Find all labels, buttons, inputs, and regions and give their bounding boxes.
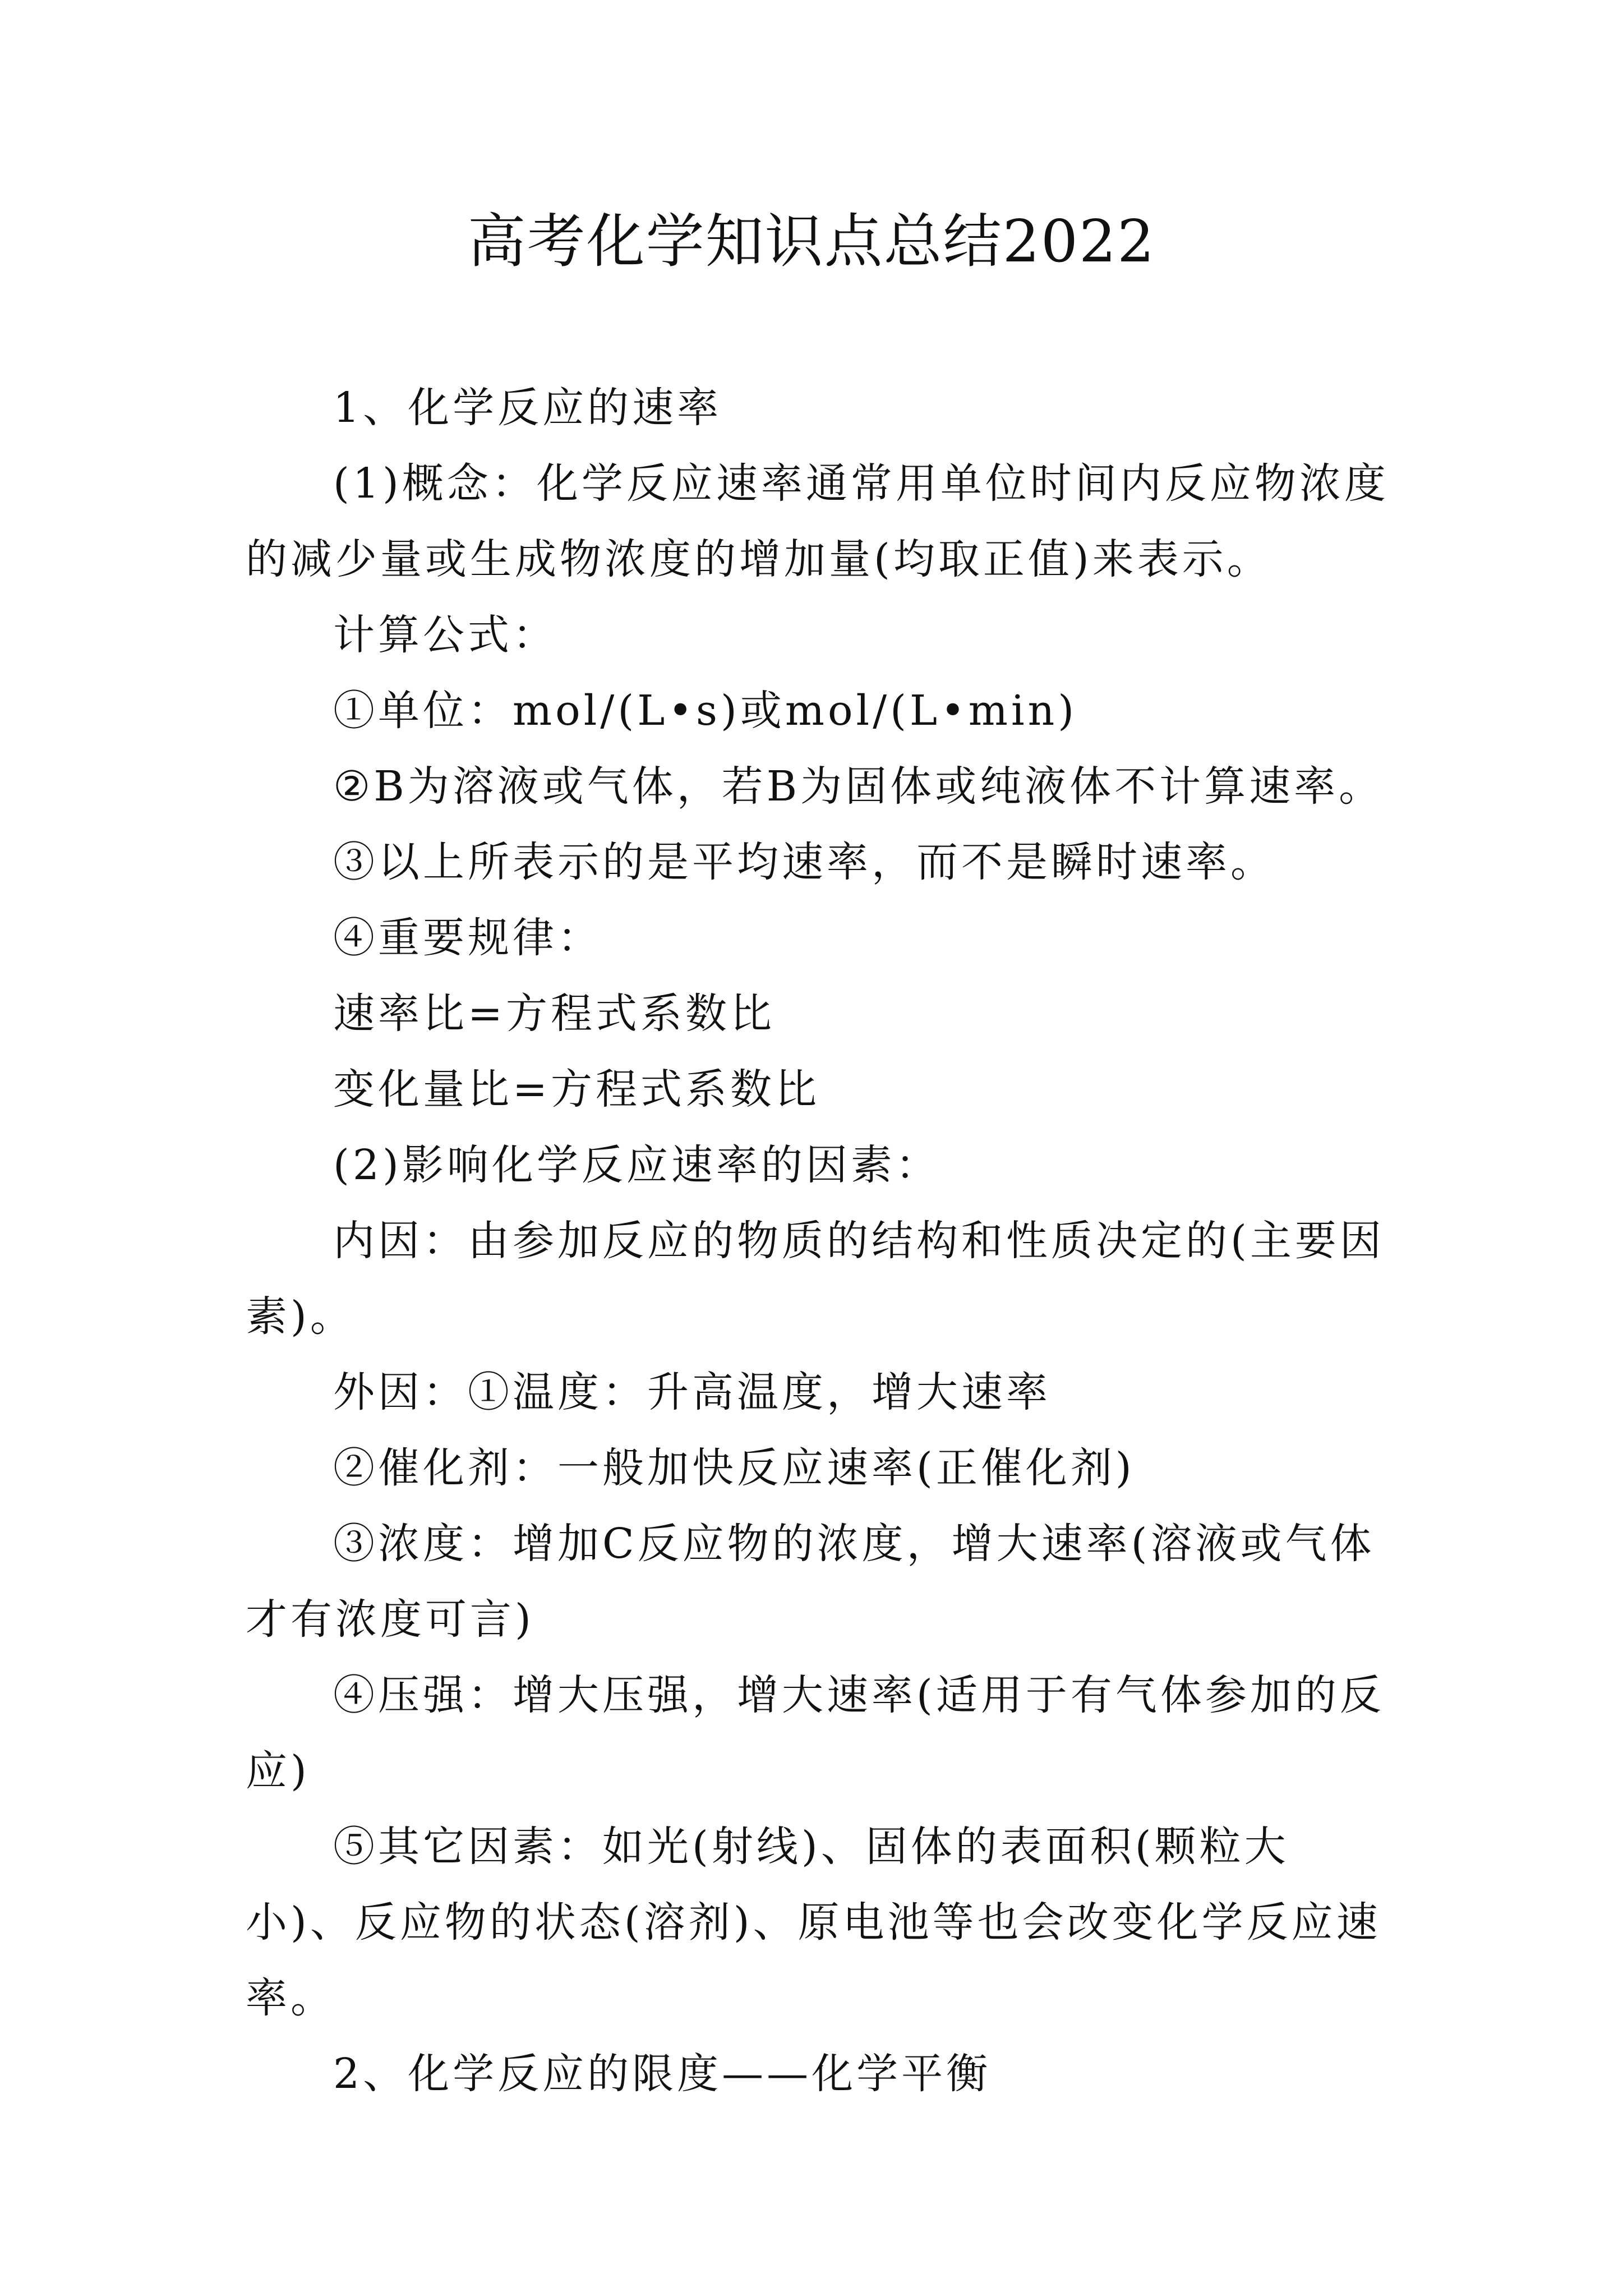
paragraph-13: ②催化剂：一般加快反应速率(正催化剂) — [333, 1444, 1135, 1492]
paragraph-12: 外因：①温度：升高温度，增大速率 — [333, 1368, 1051, 1416]
document-body — [246, 370, 1395, 2112]
paragraph-14: ③浓度：增加C反应物的浓度，增大速率(溶液或气体才有浓度可言) — [246, 1520, 1375, 1644]
paragraph-1: 1、化学反应的速率 — [333, 384, 722, 432]
paragraph-15: ④压强：增大压强，增大速率(适用于有气体参加的反应) — [246, 1671, 1385, 1795]
paragraph-5: ②B为溶液或气体，若B为固体或纯液体不计算速率。 — [333, 762, 1384, 811]
paragraph-4: ①单位：mol/(L•s)或mol/(L•min) — [333, 687, 1078, 735]
paragraph-8: 速率比=方程式系数比 — [333, 990, 776, 1038]
paragraph-11: 内因：由参加反应的物质的结构和性质决定的(主要因素)。 — [246, 1217, 1385, 1341]
paragraph-10: (2)影响化学反应速率的因素： — [333, 1141, 940, 1189]
document-title: 高考化学知识点总结2022 — [467, 207, 1156, 275]
paragraph-3: 计算公式： — [333, 611, 557, 659]
paragraph-7: ④重要规律： — [333, 914, 602, 962]
paragraph-2: (1)概念：化学反应速率通常用单位时间内反应物浓度的减少量或生成物浓度的增加量(均取正值)来表示。 — [246, 459, 1389, 583]
paragraph-17: 2、化学反应的限度——化学平衡 — [333, 2050, 992, 2098]
paragraph-6: ③以上所表示的是平均速率，而不是瞬时速率。 — [333, 838, 1275, 886]
paragraph-16: ⑤其它因素：如光(射线)、固体的表面积(颗粒大小)、反应物的状态(溶剂)、原电池等也会改变化学反应速率。 — [246, 1823, 1381, 2022]
paragraph-9: 变化量比=方程式系数比 — [333, 1065, 820, 1114]
